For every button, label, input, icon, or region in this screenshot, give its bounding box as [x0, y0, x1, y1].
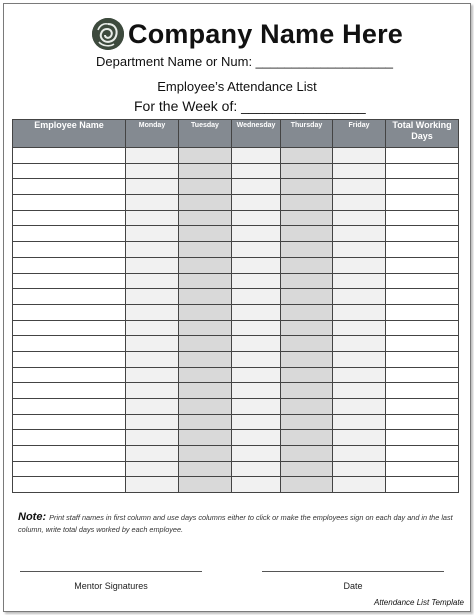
table-row	[13, 304, 459, 320]
company-row	[92, 14, 403, 54]
cell-tuesday[interactable]	[179, 195, 232, 211]
cell-friday[interactable]	[333, 461, 386, 477]
note-text: Print staff names in first column and use days columns either to click or make the employees sign on each day and in the last column, write total days worked by each employee.	[18, 513, 453, 534]
table-row	[13, 367, 459, 383]
mentor-signature-label: Mentor Signatures	[74, 581, 148, 591]
cell-friday[interactable]	[333, 446, 386, 462]
cell-wednesday[interactable]	[232, 461, 281, 477]
cell-wednesday[interactable]	[232, 383, 281, 399]
cell-tuesday[interactable]	[179, 304, 232, 320]
cell-employee-name[interactable]	[13, 446, 126, 462]
column-header-tuesday: Tuesday	[179, 120, 232, 148]
table-row	[13, 210, 459, 226]
cell-employee-name[interactable]	[13, 320, 126, 336]
cell-tuesday[interactable]	[179, 210, 232, 226]
note	[18, 511, 458, 536]
cell-employee-name[interactable]	[13, 179, 126, 195]
cell-thursday[interactable]	[281, 210, 333, 226]
cell-wednesday[interactable]	[232, 242, 281, 258]
cell-tuesday[interactable]	[179, 226, 232, 242]
cell-monday[interactable]	[126, 383, 179, 399]
cell-total-working-days[interactable]	[386, 289, 459, 305]
cell-tuesday[interactable]	[179, 477, 232, 493]
cell-tuesday[interactable]	[179, 367, 232, 383]
cell-thursday[interactable]	[281, 446, 333, 462]
cell-thursday[interactable]	[281, 195, 333, 211]
cell-thursday[interactable]	[281, 148, 333, 164]
cell-total-working-days[interactable]	[386, 367, 459, 383]
week-field: For the Week of: ________________	[134, 98, 366, 114]
cell-tuesday[interactable]	[179, 163, 232, 179]
cell-total-working-days[interactable]	[386, 399, 459, 415]
cell-tuesday[interactable]	[179, 461, 232, 477]
table-row	[13, 446, 459, 462]
cell-wednesday[interactable]	[232, 148, 281, 164]
cell-friday[interactable]	[333, 226, 386, 242]
table-row	[13, 242, 459, 258]
cell-employee-name[interactable]	[13, 383, 126, 399]
cell-employee-name[interactable]	[13, 163, 126, 179]
table-row	[13, 257, 459, 273]
cell-employee-name[interactable]	[13, 336, 126, 352]
cell-friday[interactable]	[333, 383, 386, 399]
cell-total-working-days[interactable]	[386, 304, 459, 320]
cell-employee-name[interactable]	[13, 304, 126, 320]
cell-monday[interactable]	[126, 461, 179, 477]
cell-friday[interactable]	[333, 304, 386, 320]
cell-friday[interactable]	[333, 336, 386, 352]
cell-employee-name[interactable]	[13, 289, 126, 305]
cell-thursday[interactable]	[281, 242, 333, 258]
cell-tuesday[interactable]	[179, 320, 232, 336]
cell-monday[interactable]	[126, 226, 179, 242]
column-header-thursday: Thursday	[281, 120, 333, 148]
list-title: Employee’s Attendance List	[157, 79, 317, 94]
cell-thursday[interactable]	[281, 414, 333, 430]
table-row	[13, 163, 459, 179]
column-header-total-working-days: Total Working Days	[386, 120, 459, 148]
cell-thursday[interactable]	[281, 336, 333, 352]
cell-friday[interactable]	[333, 148, 386, 164]
cell-monday[interactable]	[126, 367, 179, 383]
cell-employee-name[interactable]	[13, 351, 126, 367]
cell-friday[interactable]	[333, 351, 386, 367]
cell-monday[interactable]	[126, 179, 179, 195]
cell-total-working-days[interactable]	[386, 148, 459, 164]
cell-monday[interactable]	[126, 351, 179, 367]
cell-tuesday[interactable]	[179, 257, 232, 273]
cell-wednesday[interactable]	[232, 336, 281, 352]
cell-total-working-days[interactable]	[386, 430, 459, 446]
cell-employee-name[interactable]	[13, 367, 126, 383]
cell-thursday[interactable]	[281, 289, 333, 305]
cell-employee-name[interactable]	[13, 242, 126, 258]
cell-employee-name[interactable]	[13, 226, 126, 242]
cell-friday[interactable]	[333, 414, 386, 430]
cell-wednesday[interactable]	[232, 414, 281, 430]
cell-tuesday[interactable]	[179, 242, 232, 258]
cell-wednesday[interactable]	[232, 257, 281, 273]
table-row	[13, 336, 459, 352]
cell-wednesday[interactable]	[232, 226, 281, 242]
cell-employee-name[interactable]	[13, 148, 126, 164]
cell-total-working-days[interactable]	[386, 336, 459, 352]
table-row	[13, 195, 459, 211]
cell-employee-name[interactable]	[13, 257, 126, 273]
cell-employee-name[interactable]	[13, 195, 126, 211]
cell-thursday[interactable]	[281, 383, 333, 399]
cell-friday[interactable]	[333, 163, 386, 179]
mentor-signature-line[interactable]	[20, 571, 202, 572]
cell-friday[interactable]	[333, 430, 386, 446]
cell-monday[interactable]	[126, 430, 179, 446]
cell-total-working-days[interactable]	[386, 195, 459, 211]
cell-tuesday[interactable]	[179, 430, 232, 446]
cell-tuesday[interactable]	[179, 399, 232, 415]
cell-friday[interactable]	[333, 399, 386, 415]
table-row	[13, 179, 459, 195]
table-row	[13, 148, 459, 164]
cell-monday[interactable]	[126, 477, 179, 493]
column-header-employee-name: Employee Name	[13, 120, 126, 148]
table-row	[13, 320, 459, 336]
cell-wednesday[interactable]	[232, 179, 281, 195]
attendance-table	[12, 119, 459, 493]
cell-total-working-days[interactable]	[386, 163, 459, 179]
cell-wednesday[interactable]	[232, 289, 281, 305]
cell-total-working-days[interactable]	[386, 179, 459, 195]
cell-monday[interactable]	[126, 273, 179, 289]
cell-wednesday[interactable]	[232, 163, 281, 179]
cell-monday[interactable]	[126, 163, 179, 179]
template-label: Attendance List Template	[374, 598, 464, 607]
cell-friday[interactable]	[333, 289, 386, 305]
table-row	[13, 383, 459, 399]
cell-thursday[interactable]	[281, 257, 333, 273]
cell-thursday[interactable]	[281, 273, 333, 289]
rose-logo-icon	[92, 18, 124, 50]
cell-thursday[interactable]	[281, 430, 333, 446]
cell-monday[interactable]	[126, 414, 179, 430]
cell-total-working-days[interactable]	[386, 477, 459, 493]
table-row	[13, 477, 459, 493]
column-header-friday: Friday	[333, 120, 386, 148]
cell-wednesday[interactable]	[232, 195, 281, 211]
cell-wednesday[interactable]	[232, 477, 281, 493]
cell-wednesday[interactable]	[232, 304, 281, 320]
table-row	[13, 399, 459, 415]
table-row	[13, 273, 459, 289]
cell-employee-name[interactable]	[13, 477, 126, 493]
table-row	[13, 351, 459, 367]
cell-tuesday[interactable]	[179, 351, 232, 367]
cell-friday[interactable]	[333, 320, 386, 336]
cell-wednesday[interactable]	[232, 351, 281, 367]
cell-employee-name[interactable]	[13, 430, 126, 446]
cell-wednesday[interactable]	[232, 320, 281, 336]
cell-total-working-days[interactable]	[386, 414, 459, 430]
date-label: Date	[343, 581, 363, 591]
cell-thursday[interactable]	[281, 320, 333, 336]
cell-total-working-days[interactable]	[386, 226, 459, 242]
cell-total-working-days[interactable]	[386, 446, 459, 462]
cell-wednesday[interactable]	[232, 273, 281, 289]
table-body	[13, 148, 459, 493]
cell-monday[interactable]	[126, 195, 179, 211]
cell-tuesday[interactable]	[179, 148, 232, 164]
cell-thursday[interactable]	[281, 179, 333, 195]
cell-tuesday[interactable]	[179, 414, 232, 430]
cell-wednesday[interactable]	[232, 446, 281, 462]
cell-total-working-days[interactable]	[386, 461, 459, 477]
cell-tuesday[interactable]	[179, 273, 232, 289]
cell-employee-name[interactable]	[13, 210, 126, 226]
cell-employee-name[interactable]	[13, 399, 126, 415]
cell-total-working-days[interactable]	[386, 210, 459, 226]
cell-monday[interactable]	[126, 257, 179, 273]
note-label: Note:	[18, 511, 47, 523]
cell-thursday[interactable]	[281, 304, 333, 320]
cell-wednesday[interactable]	[232, 430, 281, 446]
date-line[interactable]	[262, 571, 444, 572]
cell-tuesday[interactable]	[179, 336, 232, 352]
cell-total-working-days[interactable]	[386, 273, 459, 289]
cell-monday[interactable]	[126, 304, 179, 320]
cell-total-working-days[interactable]	[386, 351, 459, 367]
cell-total-working-days[interactable]	[386, 242, 459, 258]
cell-friday[interactable]	[333, 273, 386, 289]
cell-total-working-days[interactable]	[386, 383, 459, 399]
cell-friday[interactable]	[333, 195, 386, 211]
cell-thursday[interactable]	[281, 351, 333, 367]
cell-monday[interactable]	[126, 336, 179, 352]
cell-friday[interactable]	[333, 210, 386, 226]
cell-employee-name[interactable]	[13, 461, 126, 477]
cell-thursday[interactable]	[281, 477, 333, 493]
cell-monday[interactable]	[126, 320, 179, 336]
cell-tuesday[interactable]	[179, 179, 232, 195]
cell-thursday[interactable]	[281, 399, 333, 415]
cell-monday[interactable]	[126, 446, 179, 462]
cell-friday[interactable]	[333, 367, 386, 383]
department-field: Department Name or Num: ___________________	[96, 54, 394, 69]
cell-wednesday[interactable]	[232, 367, 281, 383]
cell-friday[interactable]	[333, 477, 386, 493]
cell-thursday[interactable]	[281, 163, 333, 179]
cell-wednesday[interactable]	[232, 399, 281, 415]
column-header-monday: Monday	[126, 120, 179, 148]
cell-thursday[interactable]	[281, 461, 333, 477]
cell-monday[interactable]	[126, 289, 179, 305]
cell-tuesday[interactable]	[179, 446, 232, 462]
cell-monday[interactable]	[126, 210, 179, 226]
cell-total-working-days[interactable]	[386, 257, 459, 273]
cell-friday[interactable]	[333, 242, 386, 258]
cell-employee-name[interactable]	[13, 273, 126, 289]
table-row	[13, 226, 459, 242]
company-name: Company Name Here	[128, 18, 403, 49]
cell-friday[interactable]	[333, 257, 386, 273]
cell-wednesday[interactable]	[232, 210, 281, 226]
cell-monday[interactable]	[126, 399, 179, 415]
table-row	[13, 430, 459, 446]
cell-thursday[interactable]	[281, 226, 333, 242]
table-header-row	[13, 120, 459, 148]
table-row	[13, 414, 459, 430]
column-header-wednesday: Wednesday	[232, 120, 281, 148]
cell-tuesday[interactable]	[179, 289, 232, 305]
cell-monday[interactable]	[126, 148, 179, 164]
cell-monday[interactable]	[126, 242, 179, 258]
cell-tuesday[interactable]	[179, 383, 232, 399]
cell-thursday[interactable]	[281, 367, 333, 383]
cell-total-working-days[interactable]	[386, 320, 459, 336]
cell-friday[interactable]	[333, 179, 386, 195]
table-row	[13, 289, 459, 305]
cell-employee-name[interactable]	[13, 414, 126, 430]
table-row	[13, 461, 459, 477]
